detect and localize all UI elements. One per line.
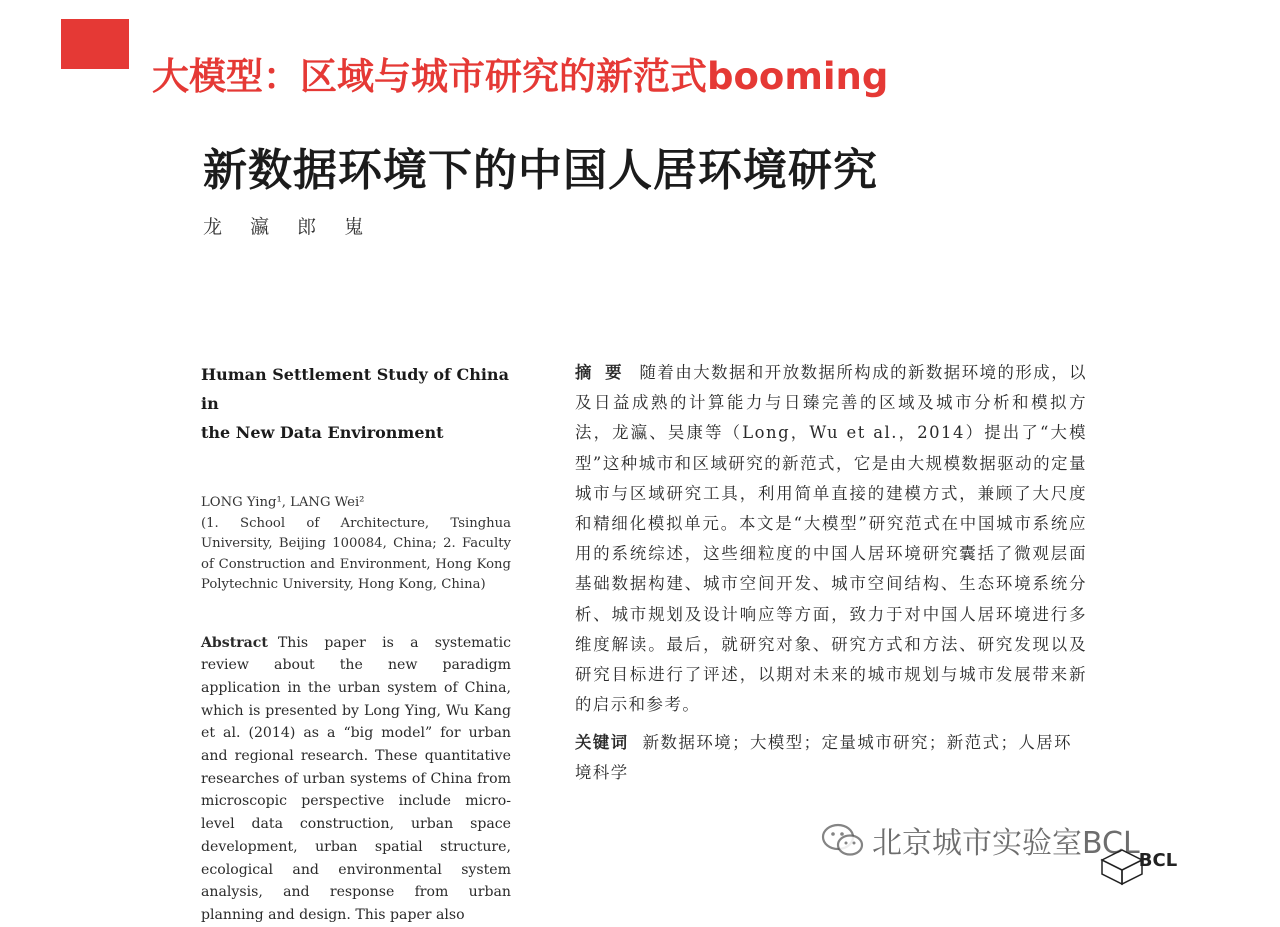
keywords — [575, 728, 1087, 788]
paper-title-en — [201, 360, 511, 447]
authors-en: LONG Ying¹, LANG Wei² — [201, 495, 365, 510]
abstract-en — [201, 632, 511, 923]
keywords-text: 新数据环境；大模型；定量城市研究；新范式；人居环境科学 — [575, 733, 1073, 783]
abstract-en-text: This paper is a systematic review about the new paradigm application in the urban system of China, which is presented by Long Ying, Wu Kang et al. (2014) as a “big model” for urban and regional research. These quantitative researches of urban systems of China from microscopic perspective include micro-level data construction, urban space development, urban spatial structure, ecological and environmental system analysis, and response from urban planning and design. This paper also — [201, 634, 511, 923]
author-char: 龙 — [203, 216, 225, 238]
author-char: 瀛 — [250, 216, 272, 238]
abstract-cn-text: 随着由大数据和开放数据所构成的新数据环境的形成，以及日益成熟的计算能力与日臻完善的区域及城市分析和模拟方法，龙瀛、吴康等（Long，Wu et al.，2014）提出了“大模型”这种城市和区域研究的新范式，它是由大规模数据驱动的定量城市与区域研究工具，利用简单直接的建模方式，兼顾了大尺度和精细化模拟单元。本文是“大模型”研究范式在中国城市系统应用的系统综述，这些细粒度的中国人居环境研究囊括了微观层面基础数据构建、城市空间开发、城市空间结构、生态环境系统分析、城市规划及设计响应等方面，致力于对中国人居环境进行多维度解读。最后，就研究对象、研究方式和方法、研究发现以及研究目标进行了评述，以期对未来的城市规划与城市发展带来新的启示和参考。 — [575, 363, 1087, 715]
bcl-logo — [1096, 830, 1182, 886]
english-column — [201, 360, 511, 923]
abstract-en-label: Abstract — [201, 634, 268, 651]
bcl-logo-text: BCL — [1138, 850, 1178, 871]
abstract-cn — [575, 358, 1087, 720]
author-char: 郎 — [297, 216, 319, 238]
author-char: 嵬 — [344, 216, 366, 238]
chinese-column — [575, 358, 1087, 788]
affiliation: (1. School of Architecture, Tsinghua University, Beijing 100084, China; 2. Faculty of Construction and Environment, Hong Kong Polytechnic University, Hong Kong, China) — [201, 515, 511, 592]
watermark — [820, 815, 1140, 865]
red-accent-square — [61, 19, 129, 69]
slide-title: 大模型：区域与城市研究的新范式booming — [152, 55, 889, 98]
watermark-text: 北京城市实验室BCL — [872, 826, 1140, 861]
wechat-icon — [820, 821, 866, 859]
paper-title-cn: 新数据环境下的中国人居环境研究 — [203, 145, 878, 196]
keywords-label: 关键词 — [575, 733, 629, 753]
title-en-line1: Human Settlement Study of China in — [201, 365, 509, 413]
title-en-line2: the New Data Environment — [201, 423, 444, 442]
authors-cn — [203, 212, 383, 239]
abstract-cn-label: 摘 要 — [575, 363, 626, 382]
